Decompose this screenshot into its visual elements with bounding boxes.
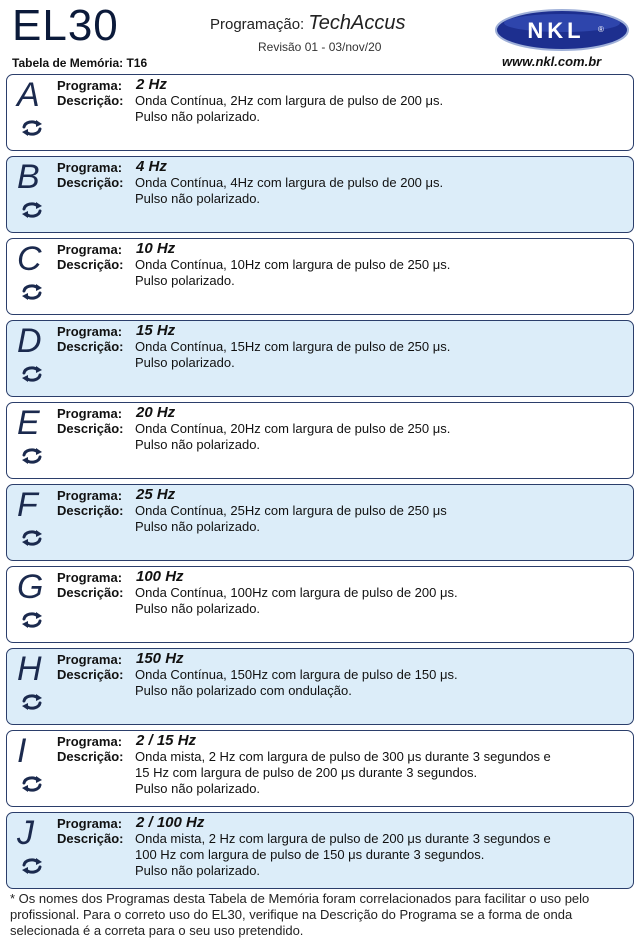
logo-text: NKL xyxy=(527,18,585,43)
program-frequency: 15 Hz xyxy=(136,322,176,339)
revision-text: Revisão 01 - 03/nov/20 xyxy=(258,40,382,54)
program-description: Onda mista, 2 Hz com largura de pulso de 300 μs durante 3 segundos e 15 Hz com largura de pulso de 200 μs durante 3 segundos. Pulso não polarizado. xyxy=(135,749,551,796)
program-label: Programa: xyxy=(57,570,123,585)
program-i xyxy=(6,730,634,807)
program-frequency: 150 Hz xyxy=(136,650,184,667)
program-description: Onda Contínua, 150Hz com largura de pulso de 150 μs. Pulso não polarizado com ondulação. xyxy=(135,667,458,698)
repeat-cycle-icon xyxy=(21,529,43,547)
program-e xyxy=(6,402,634,479)
program-letter: H xyxy=(17,650,42,688)
program-label: Programa: xyxy=(57,406,123,421)
programming-label: Programação: xyxy=(210,16,305,33)
website-link[interactable]: www.nkl.com.br xyxy=(502,54,602,69)
program-letter: A xyxy=(17,76,40,114)
repeat-cycle-icon xyxy=(21,447,43,465)
repeat-cycle-icon xyxy=(21,775,43,793)
header xyxy=(0,0,640,72)
description-label: Descrição: xyxy=(57,503,124,518)
program-letter: D xyxy=(17,322,42,360)
program-description: Onda Contínua, 4Hz com largura de pulso de 200 μs. Pulso não polarizado. xyxy=(135,175,444,206)
repeat-cycle-icon xyxy=(21,119,43,137)
program-letter: J xyxy=(17,814,34,852)
program-frequency: 20 Hz xyxy=(136,404,176,421)
program-letter: E xyxy=(17,404,40,442)
program-label: Programa: xyxy=(57,160,123,175)
program-description: Onda Contínua, 10Hz com largura de pulso de 250 μs. Pulso polarizado. xyxy=(135,257,451,288)
model-title: EL30 xyxy=(12,1,119,50)
repeat-cycle-icon xyxy=(21,365,43,383)
program-description: Onda Contínua, 2Hz com largura de pulso de 200 μs. Pulso não polarizado. xyxy=(135,93,444,124)
program-label: Programa: xyxy=(57,488,123,503)
nkl-logo xyxy=(494,8,630,52)
program-label: Programa: xyxy=(57,242,123,257)
program-a xyxy=(6,74,634,151)
program-letter: G xyxy=(17,568,44,606)
program-d xyxy=(6,320,634,397)
repeat-cycle-icon xyxy=(21,857,43,875)
program-g xyxy=(6,566,634,643)
program-h xyxy=(6,648,634,725)
program-frequency: 2 Hz xyxy=(136,76,167,93)
program-description: Onda Contínua, 20Hz com largura de pulso de 250 μs. Pulso não polarizado. xyxy=(135,421,451,452)
programming-title xyxy=(210,12,405,35)
repeat-cycle-icon xyxy=(21,201,43,219)
description-label: Descrição: xyxy=(57,93,124,108)
program-f xyxy=(6,484,634,561)
program-frequency: 100 Hz xyxy=(136,568,184,585)
repeat-cycle-icon xyxy=(21,693,43,711)
program-description: Onda mista, 2 Hz com largura de pulso de 200 μs durante 3 segundos e 100 Hz com largura de pulso de 150 μs durante 3 segundos. Pulso não polarizado. xyxy=(135,831,551,878)
program-description: Onda Contínua, 25Hz com largura de pulso de 250 μs Pulso não polarizado. xyxy=(135,503,447,534)
program-b xyxy=(6,156,634,233)
program-letter: C xyxy=(17,240,42,278)
program-label: Programa: xyxy=(57,78,123,93)
program-j xyxy=(6,812,634,889)
program-frequency: 2 / 100 Hz xyxy=(136,814,205,831)
description-label: Descrição: xyxy=(57,749,124,764)
program-letter: B xyxy=(17,158,40,196)
program-label: Programa: xyxy=(57,734,123,749)
programming-name: TechAccus xyxy=(308,12,406,34)
description-label: Descrição: xyxy=(57,831,124,846)
description-label: Descrição: xyxy=(57,421,124,436)
program-letter: F xyxy=(17,486,38,524)
program-label: Programa: xyxy=(57,652,123,667)
description-label: Descrição: xyxy=(57,339,124,354)
repeat-cycle-icon xyxy=(21,283,43,301)
repeat-cycle-icon xyxy=(21,611,43,629)
program-description: Onda Contínua, 100Hz com largura de pulso de 200 μs. Pulso não polarizado. xyxy=(135,585,458,616)
program-frequency: 10 Hz xyxy=(136,240,176,257)
program-label: Programa: xyxy=(57,324,123,339)
program-description: Onda Contínua, 15Hz com largura de pulso de 250 μs. Pulso polarizado. xyxy=(135,339,451,370)
program-c xyxy=(6,238,634,315)
memory-table-label: Tabela de Memória: T16 xyxy=(12,56,148,70)
description-label: Descrição: xyxy=(57,175,124,190)
footnote: * Os nomes dos Programas desta Tabela de Memória foram correlacionados para facilitar o uso pelo profissional. Para o correto uso do EL30, verifique na Descrição do Programa se a forma de onda selecionada é a correta para o seu uso pretendido. xyxy=(10,891,590,938)
program-label: Programa: xyxy=(57,816,123,831)
logo-registered-mark: ® xyxy=(598,25,604,34)
description-label: Descrição: xyxy=(57,257,124,272)
description-label: Descrição: xyxy=(57,585,124,600)
description-label: Descrição: xyxy=(57,667,124,682)
program-letter: I xyxy=(17,732,27,770)
program-frequency: 25 Hz xyxy=(136,486,176,503)
program-frequency: 2 / 15 Hz xyxy=(136,732,197,749)
program-frequency: 4 Hz xyxy=(136,158,167,175)
